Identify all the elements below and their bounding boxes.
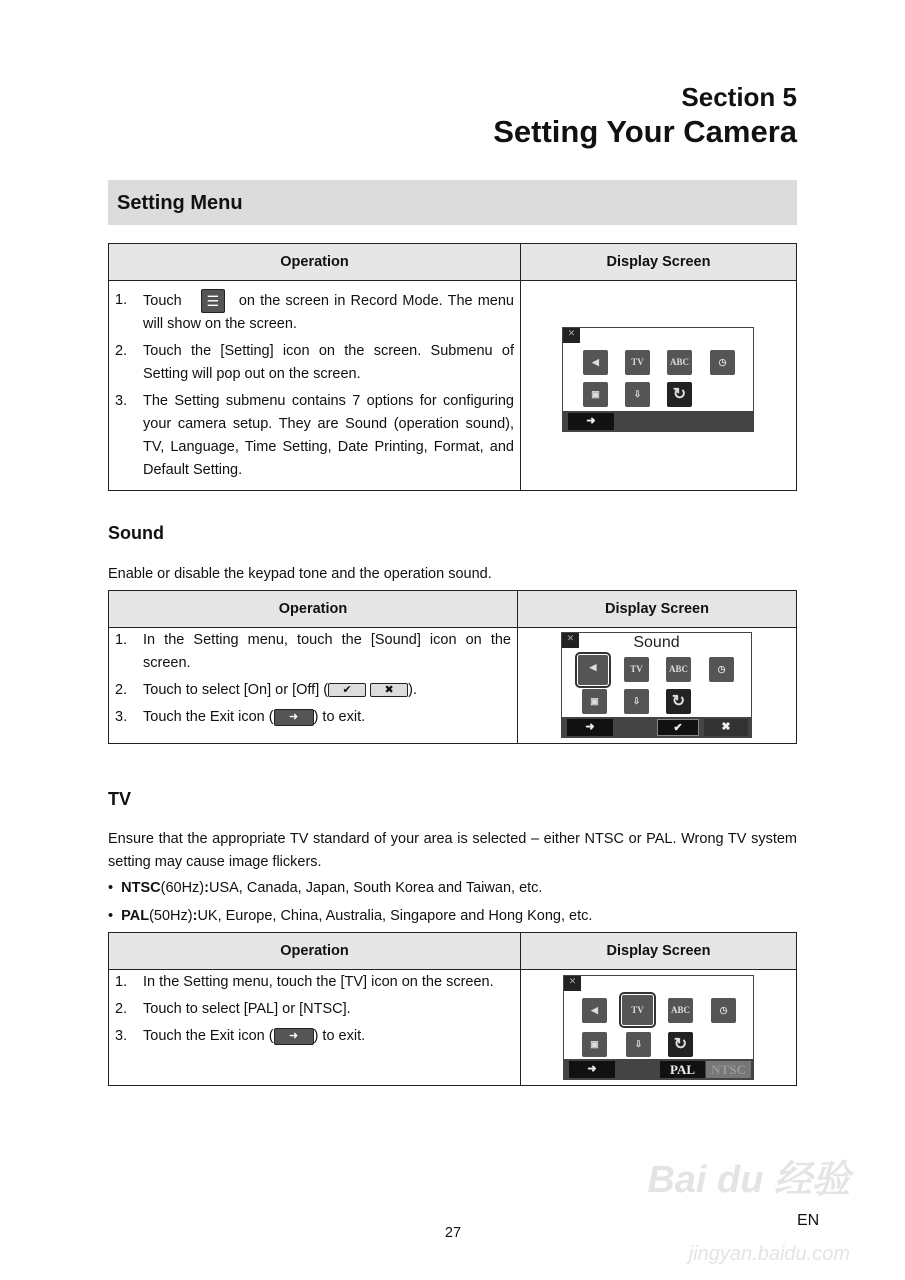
step: 1. Touch ☰ on the screen in Record Mode. The menu will show on the screen. — [115, 289, 514, 336]
watermark-logo: Bai du 经验 — [647, 1159, 850, 1201]
format-icon: ⇩ — [625, 382, 650, 407]
sound-heading: Sound — [108, 523, 164, 543]
step: 3. Touch the Exit icon ( ➜ ) to exit. — [115, 1028, 366, 1044]
step: 2. Touch to select [PAL] or [NTSC]. — [115, 1001, 351, 1017]
tv-icon: TV — [624, 657, 649, 682]
sound-intro: Enable or disable the keypad tone and the operation sound. — [108, 566, 492, 582]
time-setting-icon: ◷ — [711, 998, 736, 1023]
pal-button[interactable]: PAL — [660, 1061, 705, 1078]
display-header: Display Screen — [518, 591, 797, 628]
exit-icon: ➜ — [274, 1028, 314, 1045]
screen-title: Sound — [633, 634, 680, 651]
sound-icon: ◀ — [582, 998, 607, 1023]
step: 1. In the Setting menu, touch the [TV] icon on the screen. — [115, 974, 494, 990]
setting-screen — [562, 327, 754, 432]
bullet-pal: • PAL(50Hz):UK, Europe, China, Australia, Singapore and Hong Kong, etc. — [108, 908, 593, 924]
tv-screen — [563, 975, 754, 1080]
default-setting-icon: ↻ — [668, 1032, 693, 1057]
language-icon: ABC — [667, 350, 692, 375]
on-button[interactable]: ✔ — [657, 719, 699, 736]
operation-header: Operation — [109, 591, 518, 628]
tv-icon: TV — [625, 350, 650, 375]
date-printing-icon: ▣ — [582, 689, 607, 714]
sound-icon: ◀ — [583, 350, 608, 375]
operation-header: Operation — [109, 933, 521, 970]
default-setting-icon: ↻ — [667, 382, 692, 407]
bullet-ntsc: • NTSC(60Hz):USA, Canada, Japan, South Korea and Taiwan, etc. — [108, 880, 543, 896]
ntsc-button[interactable]: NTSC — [706, 1061, 751, 1078]
format-icon: ⇩ — [626, 1032, 651, 1057]
time-setting-icon: ◷ — [710, 350, 735, 375]
back-icon: ✕ — [562, 633, 579, 648]
step: 3. Touch the Exit icon ( ➜ ) to exit. — [115, 709, 366, 725]
sound-table — [108, 590, 797, 744]
exit-icon: ➜ — [274, 709, 314, 726]
section-bar: Setting Menu — [108, 180, 797, 225]
display-header: Display Screen — [521, 244, 797, 281]
language-icon: ABC — [666, 657, 691, 682]
back-icon: ✕ — [563, 328, 580, 343]
default-setting-icon: ↻ — [666, 689, 691, 714]
page-number: 27 — [444, 1225, 462, 1241]
step: 2. Touch the [Setting] icon on the screen. Submenu of Setting will pop out on the screen. — [115, 343, 514, 382]
menu-icon: ☰ — [201, 289, 225, 313]
check-icon: ✔ — [328, 683, 366, 697]
display-header: Display Screen — [521, 933, 797, 970]
back-icon: ✕ — [564, 976, 581, 991]
watermark-url: jingyan.baidu.com — [688, 1243, 850, 1265]
language-label: EN — [797, 1212, 820, 1229]
tv-table — [108, 932, 797, 1086]
tv-icon: TV — [622, 995, 653, 1025]
format-icon: ⇩ — [624, 689, 649, 714]
tv-heading: TV — [108, 789, 132, 809]
exit-icon[interactable]: ➜ — [568, 413, 614, 430]
tv-intro: Ensure that the appropriate TV standard of your area is selected – either NTSC or PAL. Wrong TV system setting may cause image flickers. — [108, 831, 797, 870]
operation-header: Operation — [109, 244, 521, 281]
exit-icon[interactable]: ➜ — [569, 1061, 615, 1078]
page-title: Setting Your Camera — [493, 114, 797, 149]
step: 3. The Setting submenu contains 7 options for configuring your camera setup. They are Sound (operation sound), TV, Language, Time Setting, Date Printing, Format, and Default Setting. — [115, 393, 514, 478]
date-printing-icon: ▣ — [583, 382, 608, 407]
sound-screen — [561, 632, 752, 738]
time-setting-icon: ◷ — [709, 657, 734, 682]
off-button[interactable]: ✖ — [704, 719, 748, 736]
sound-icon: ◀ — [578, 655, 608, 685]
setting-menu-table — [108, 243, 797, 491]
step: 2. Touch to select [On] or [Off] ( ✔ ✖ ). — [115, 682, 417, 698]
language-icon: ABC — [668, 998, 693, 1023]
date-printing-icon: ▣ — [582, 1032, 607, 1057]
section-number: Section 5 — [681, 82, 797, 112]
exit-icon[interactable]: ➜ — [567, 719, 613, 736]
step: 1. In the Setting menu, touch the [Sound] icon on the screen. — [115, 632, 511, 671]
cross-icon: ✖ — [370, 683, 408, 697]
